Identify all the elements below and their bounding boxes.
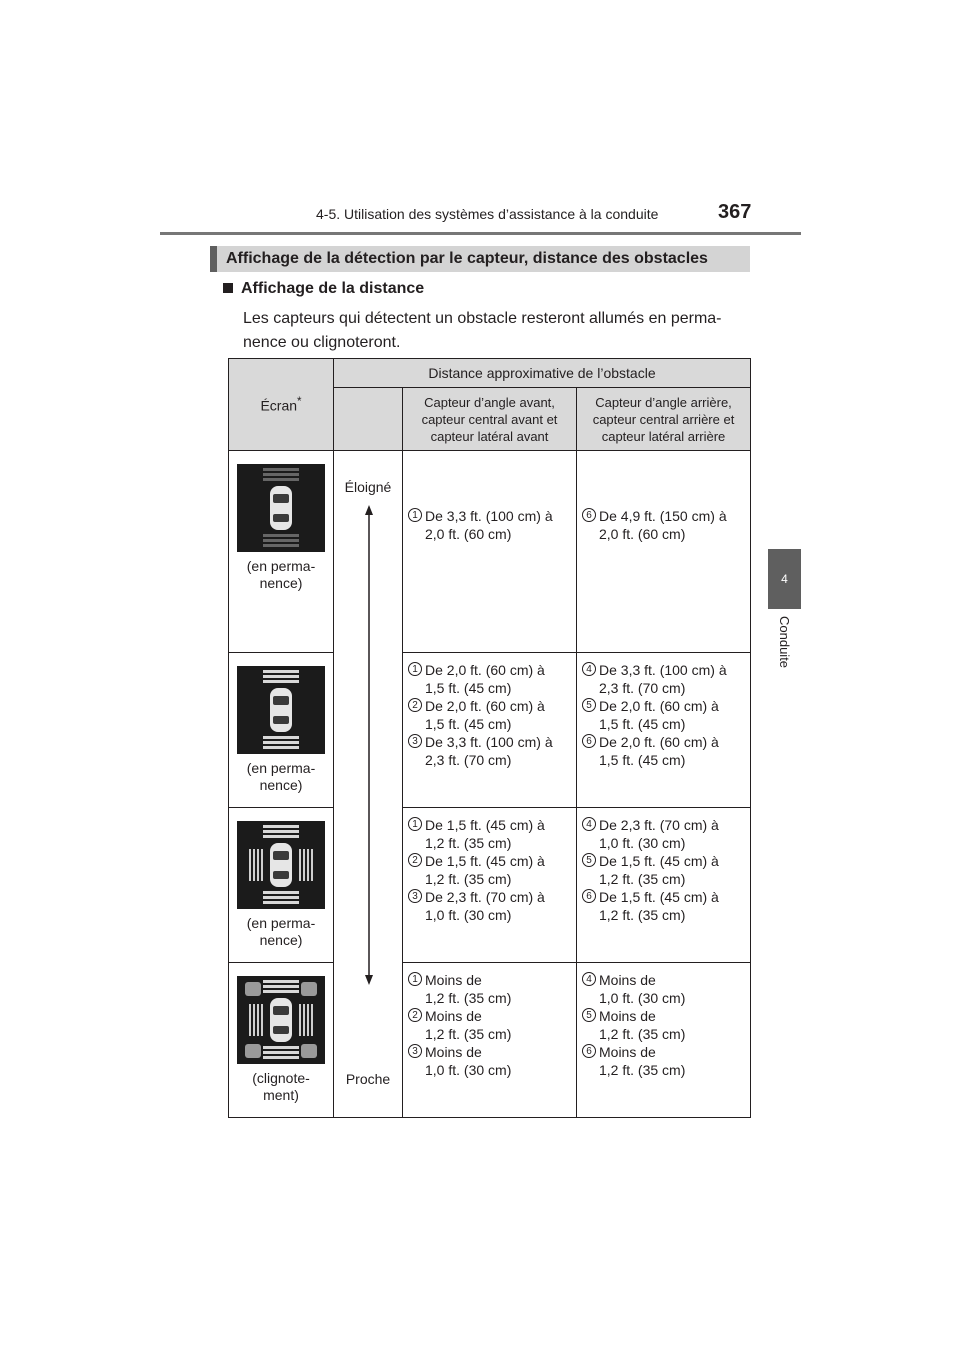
distance-column-header: Distance approximative de l’obstacle [334,359,751,388]
distance-range-text: De 4,9 ft. (150 cm) à 2,0 ft. (60 cm) [599,508,727,542]
front-distance-entry [408,697,576,733]
sensor-number-badge: 6 [582,1044,596,1058]
rear-distance-entry [582,697,750,733]
front-distances-cell [403,808,577,963]
chapter-header: 4-5. Utilisation des systèmes d’assistance à la conduite [316,206,659,222]
chapter-tab: 4 [768,549,801,609]
sensor-number-badge: 1 [408,662,422,676]
distance-range-text: De 2,3 ft. (70 cm) à 1,0 ft. (30 cm) [425,889,545,923]
distance-spacer-header [334,388,403,451]
rear-distances-cell [577,653,751,808]
rear-distances-cell [577,451,751,653]
rear-distance-entry [582,1043,750,1079]
table-row [229,451,751,653]
subsection-title: Affichage de la distance [241,280,425,297]
distance-range-text: Moins de 1,0 ft. (30 cm) [425,1044,512,1078]
subsection-heading [223,280,424,298]
rear-distance-entry [582,661,750,697]
screen-column-header [229,359,334,451]
sensor-number-badge: 2 [408,698,422,712]
front-distance-entry [408,816,576,852]
front-distance-entry [408,852,576,888]
distance-range-text: De 2,0 ft. (60 cm) à 1,5 ft. (45 cm) [425,698,545,732]
sensor-number-badge: 5 [582,698,596,712]
body-paragraph: Les capteurs qui détectent un obstacle resteront allumés en perma- nence ou clignoteront. [243,310,722,351]
sensor-number-badge: 6 [582,508,596,522]
distance-range-text: De 3,3 ft. (100 cm) à 2,0 ft. (60 cm) [425,508,553,542]
near-label: Proche [345,1071,391,1087]
rear-distance-entry [582,816,750,852]
front-distance-entry [408,507,576,543]
square-bullet-icon [223,283,233,293]
sensor-number-badge: 1 [408,817,422,831]
distance-arrow-icon [359,505,379,985]
parking-sensor-display-icon [237,464,325,552]
sensor-number-badge: 6 [582,734,596,748]
distance-range-text: De 3,3 ft. (100 cm) à 2,3 ft. (70 cm) [599,662,727,696]
parking-sensor-display-icon [237,666,325,754]
rear-distances-cell [577,963,751,1118]
rear-sensors-header: Capteur d’angle arrière, capteur central arrière et capteur latéral arrière [577,388,751,451]
screen-cell [229,963,334,1118]
distance-range-text: De 1,5 ft. (45 cm) à 1,2 ft. (35 cm) [425,817,545,851]
sensor-number-badge: 4 [582,972,596,986]
rear-distances-cell [577,808,751,963]
front-distances-cell [403,963,577,1118]
rear-distance-entry [582,971,750,1007]
sensor-number-badge: 5 [582,853,596,867]
distance-range-text: Moins de 1,2 ft. (35 cm) [599,1008,686,1042]
parking-sensor-display-icon [237,976,325,1064]
sensor-number-badge: 3 [408,1044,422,1058]
screen-column-label: Écran [260,397,298,414]
distance-range-text: Moins de 1,0 ft. (30 cm) [599,972,686,1006]
front-distance-entry [408,661,576,697]
footnote-marker: * [297,395,302,409]
distance-range-text: De 2,0 ft. (60 cm) à 1,5 ft. (45 cm) [599,698,719,732]
section-title: Affichage de la détection par le capteur, distance des obstacles [226,250,708,267]
distance-scale-cell [334,451,403,1118]
distance-range-text: De 2,3 ft. (70 cm) à 1,0 ft. (30 cm) [599,817,719,851]
screen-cell [229,653,334,808]
sensor-number-badge: 2 [408,1008,422,1022]
front-distance-entry [408,888,576,924]
distance-range-text: De 1,5 ft. (45 cm) à 1,2 ft. (35 cm) [599,853,719,887]
sensor-number-badge: 6 [582,889,596,903]
distance-range-text: De 2,0 ft. (60 cm) à 1,5 ft. (45 cm) [599,734,719,768]
sensor-number-badge: 2 [408,853,422,867]
screen-cell [229,808,334,963]
front-distance-entry [408,971,576,1007]
section-heading [210,246,750,272]
sensor-number-badge: 1 [408,508,422,522]
front-distance-entry [408,733,576,769]
front-distance-entry [408,1043,576,1079]
sensor-number-badge: 4 [582,817,596,831]
distance-range-text: De 3,3 ft. (100 cm) à 2,3 ft. (70 cm) [425,734,553,768]
front-distance-entry [408,1007,576,1043]
distance-range-text: De 1,5 ft. (45 cm) à 1,2 ft. (35 cm) [599,889,719,923]
sensor-number-badge: 3 [408,889,422,903]
distance-range-text: De 1,5 ft. (45 cm) à 1,2 ft. (35 cm) [425,853,545,887]
rear-distance-entry [582,507,750,543]
chapter-tab-label: Conduite [777,616,792,669]
far-label: Éloigné [344,479,392,495]
table-row [229,808,751,963]
sensor-number-badge: 5 [582,1008,596,1022]
sensor-number-badge: 1 [408,972,422,986]
page-number: 367 [718,201,752,223]
table-row [229,653,751,808]
display-mode-label: (en perma- nence) [246,915,316,948]
distance-range-text: De 2,0 ft. (60 cm) à 1,5 ft. (45 cm) [425,662,545,696]
header-divider [160,232,801,235]
rear-distance-entry [582,888,750,924]
front-distances-cell [403,653,577,808]
parking-sensor-display-icon [237,821,325,909]
rear-distance-entry [582,1007,750,1043]
front-distances-cell [403,451,577,653]
table-row [229,963,751,1118]
rear-distance-entry [582,852,750,888]
distance-range-text: Moins de 1,2 ft. (35 cm) [425,972,512,1006]
display-mode-label: (en perma- nence) [246,558,316,591]
distance-range-text: Moins de 1,2 ft. (35 cm) [425,1008,512,1042]
front-sensors-header: Capteur d’angle avant, capteur central avant et capteur latéral avant [403,388,577,451]
screen-cell [229,451,334,653]
sensor-number-badge: 4 [582,662,596,676]
rear-distance-entry [582,733,750,769]
sensor-number-badge: 3 [408,734,422,748]
distance-range-text: Moins de 1,2 ft. (35 cm) [599,1044,686,1078]
distance-table [228,358,751,1118]
display-mode-label: (clignote- ment) [252,1070,310,1103]
display-mode-label: (en perma- nence) [246,760,316,793]
